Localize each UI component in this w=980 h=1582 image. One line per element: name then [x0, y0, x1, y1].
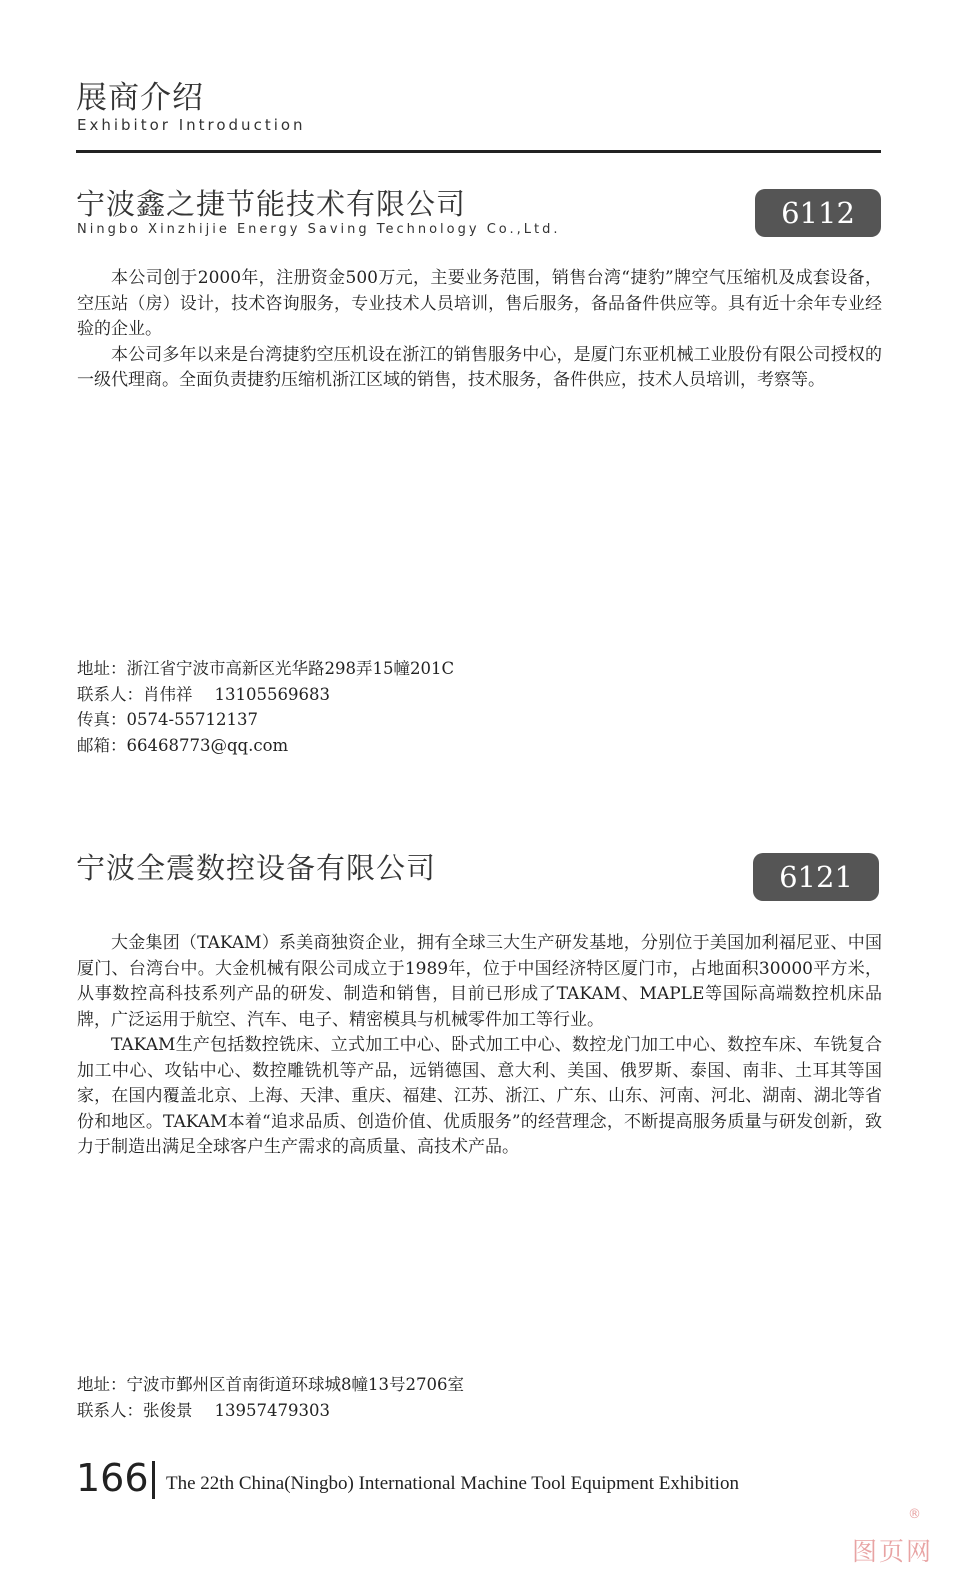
exhibition-name: The 22th China(Ningbo) International Machine Tool Equipment Exhibition: [166, 1473, 739, 1494]
exhibitor-description: [77, 931, 882, 1161]
page-number: 166: [76, 1456, 149, 1500]
footer-divider: [152, 1461, 155, 1499]
watermark-registered-icon: ®: [908, 1507, 921, 1522]
contact-person: 联系人：肖伟祥: [77, 684, 193, 704]
contact-person-line: [77, 1398, 882, 1424]
description-paragraph: 本公司创于2000年，注册资金500万元，主要业务范围，销售台湾“捷豹”牌空气压缩机及成套设备，空压站（房）设计，技术咨询服务，专业技术人员培训，售后服务，备品备件供应等。具有近十余年专业经验的企业。: [77, 268, 882, 339]
description-paragraph: 大金集团（TAKAM）系美商独资企业，拥有全球三大生产研发基地，分别位于美国加利福尼亚、中国厦门、台湾台中。大金机械有限公司成立于1989年，位于中国经济特区厦门市，占地面积30000平方米，从事数控高科技系列产品的研发、制造和销售，目前已形成了TAKAM、MAPLE等国际高端数控机床品牌，广泛运用于航空、汽车、电子、精密模具与机械零件加工等行业。: [77, 933, 882, 1030]
section-title: 展商介绍: [76, 80, 204, 116]
header-divider: [76, 150, 881, 153]
exhibitor-name: 宁波鑫之捷节能技术有限公司: [76, 187, 467, 221]
booth-badge: 6112: [755, 189, 881, 237]
watermark-logo: 图页网: [852, 1537, 934, 1566]
address: 地址：浙江省宁波市高新区光华路298弄15幢201C: [77, 659, 455, 678]
contact-block: [77, 1372, 882, 1423]
description-paragraph: TAKAM生产包括数控铣床、立式加工中心、卧式加工中心、数控龙门加工中心、数控车床、车铣复合加工中心、攻钻中心、数控雕铣机等产品，远销德国、意大利、美国、俄罗斯、泰国、南非、土耳其等国家，在国内覆盖北京、上海、天津、重庆、福建、江苏、浙江、广东、山东、河南、河北、湖南、湖北等省份和地区。TAKAM本着“追求品质、创造价值、优质服务”的经营理念，不断提高服务质量与研发创新，致力于制造出满足全球客户生产需求的高质量、高技术产品。: [77, 1035, 882, 1157]
email: 邮箱：66468773@qq.com: [77, 735, 289, 755]
section-subtitle: Exhibitor Introduction: [77, 116, 306, 134]
description-paragraph: 本公司多年以来是台湾捷豹空压机设在浙江的销售服务中心，是厦门东亚机械工业股份有限公司授权的一级代理商。全面负责捷豹压缩机浙江区域的销售，技术服务，备件供应，技术人员培训，考察等。: [77, 344, 882, 390]
contact-person: 联系人：张俊景: [77, 1400, 193, 1420]
contact-block: [77, 656, 882, 758]
exhibitor-name: 宁波全震数控设备有限公司: [76, 851, 437, 885]
exhibitor-description: [77, 266, 882, 394]
booth-badge: 6121: [753, 853, 879, 901]
contact-person-line: [77, 682, 882, 708]
phone: 13957479303: [214, 1400, 330, 1420]
address: 地址：宁波市鄞州区首南街道环球城8幢13号2706室: [77, 1375, 464, 1394]
phone: 13105569683: [214, 684, 330, 704]
fax: 传真：0574-55712137: [77, 710, 259, 729]
exhibitor-name-en: Ningbo Xinzhijie Energy Saving Technology Co.,Ltd.: [77, 222, 561, 237]
